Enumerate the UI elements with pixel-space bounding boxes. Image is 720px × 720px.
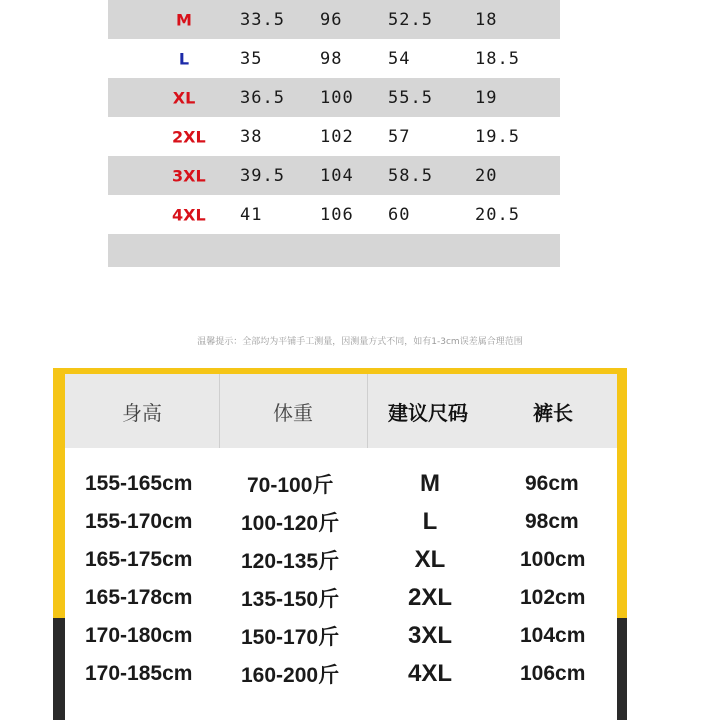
length-cell: 96cm bbox=[525, 472, 579, 495]
table-row bbox=[65, 655, 617, 693]
measure-cell: 58.5 bbox=[388, 165, 433, 186]
height-cell: 165-178cm bbox=[85, 586, 193, 609]
size-cell: 2XL bbox=[407, 584, 452, 611]
measure-cell: 100 bbox=[320, 87, 354, 108]
size-row-3xl bbox=[108, 156, 560, 195]
weight-cell: 100-120斤 bbox=[241, 512, 340, 535]
table-row bbox=[65, 541, 617, 579]
table-row bbox=[65, 503, 617, 541]
height-cell: 170-180cm bbox=[85, 624, 193, 647]
measure-cell: 35 bbox=[240, 48, 263, 69]
size-cell: L bbox=[422, 508, 438, 535]
measure-cell: 104 bbox=[320, 165, 354, 186]
measure-cell: 18.5 bbox=[475, 48, 520, 69]
header-size: 建议尺码 bbox=[388, 400, 468, 425]
measure-cell: 106 bbox=[320, 204, 354, 225]
length-cell: 102cm bbox=[520, 586, 586, 609]
height-cell: 165-175cm bbox=[85, 548, 193, 571]
table-row bbox=[65, 579, 617, 617]
header-length: 裤长 bbox=[533, 400, 573, 425]
weight-cell: 150-170斤 bbox=[241, 626, 340, 649]
measure-cell: 19 bbox=[475, 87, 498, 108]
measure-cell: 36.5 bbox=[240, 87, 285, 108]
measure-cell: 96 bbox=[320, 9, 343, 30]
size-cell: M bbox=[420, 470, 440, 497]
length-cell: 106cm bbox=[520, 662, 586, 685]
measure-cell: 18 bbox=[475, 9, 498, 30]
weight-cell: 120-135斤 bbox=[241, 550, 340, 573]
measure-cell: 38 bbox=[240, 126, 263, 147]
measure-cell: 52.5 bbox=[388, 9, 433, 30]
measure-cell: 102 bbox=[320, 126, 354, 147]
size-row-xl bbox=[108, 78, 560, 117]
measure-cell: 20.5 bbox=[475, 204, 520, 225]
length-cell: 100cm bbox=[520, 548, 586, 571]
recommendation-table bbox=[65, 374, 617, 720]
weight-cell: 70-100斤 bbox=[247, 474, 334, 497]
size-label: 4XL bbox=[172, 205, 206, 224]
header-weight: 体重 bbox=[273, 400, 313, 425]
size-cell: XL bbox=[414, 546, 446, 573]
size-label: L bbox=[178, 49, 190, 68]
length-cell: 98cm bbox=[525, 510, 579, 533]
height-cell: 155-165cm bbox=[85, 472, 193, 495]
measure-cell: 20 bbox=[475, 165, 498, 186]
size-label: 2XL bbox=[172, 127, 206, 146]
weight-cell: 135-150斤 bbox=[241, 588, 340, 611]
table-footer-bar bbox=[108, 234, 560, 267]
table-row bbox=[65, 465, 617, 503]
measure-cell: 39.5 bbox=[240, 165, 285, 186]
size-row-m bbox=[108, 0, 560, 39]
recommendation-frame bbox=[53, 368, 627, 720]
measure-cell: 19.5 bbox=[475, 126, 520, 147]
height-cell: 170-185cm bbox=[85, 662, 193, 685]
size-label: 3XL bbox=[172, 166, 206, 185]
size-cell: 3XL bbox=[407, 622, 452, 649]
height-cell: 155-170cm bbox=[85, 510, 193, 533]
table-header bbox=[65, 374, 617, 448]
measurement-note: 温馨提示：全部均为平铺手工测量，因测量方式不同，如有1-3cm误差属合理范围 bbox=[197, 337, 523, 347]
size-label: XL bbox=[172, 88, 196, 107]
weight-cell: 160-200斤 bbox=[241, 664, 340, 687]
measure-cell: 41 bbox=[240, 204, 263, 225]
size-measurement-table bbox=[108, 0, 560, 267]
size-row-4xl bbox=[108, 195, 560, 234]
length-cell: 104cm bbox=[520, 624, 586, 647]
size-label: M bbox=[176, 10, 192, 29]
measure-cell: 57 bbox=[388, 126, 411, 147]
measure-cell: 60 bbox=[388, 204, 411, 225]
measure-cell: 98 bbox=[320, 48, 343, 69]
table-row bbox=[65, 617, 617, 655]
size-row-l bbox=[108, 39, 560, 78]
header-height: 身高 bbox=[122, 400, 162, 425]
measure-cell: 33.5 bbox=[240, 9, 285, 30]
measure-cell: 54 bbox=[388, 48, 411, 69]
size-cell: 4XL bbox=[407, 660, 452, 687]
measure-cell: 55.5 bbox=[388, 87, 433, 108]
size-row-2xl bbox=[108, 117, 560, 156]
